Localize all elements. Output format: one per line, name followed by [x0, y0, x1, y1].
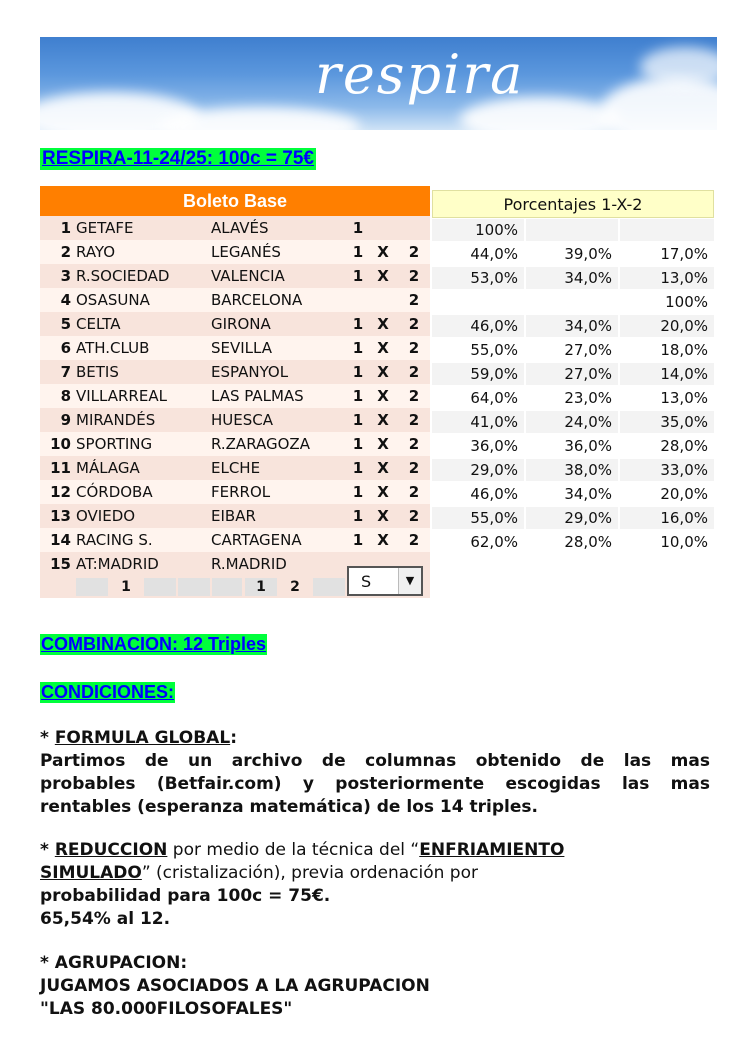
pct-2: 28,0%	[620, 435, 714, 457]
agrupacion-line-1: * AGRUPACION:	[40, 953, 188, 973]
pleno-select[interactable]	[347, 566, 423, 596]
sign-1[interactable]: 1	[352, 531, 364, 549]
pct-1: 53,0%	[432, 267, 524, 289]
pct-2: 14,0%	[620, 363, 714, 385]
sign-1[interactable]: 1	[352, 363, 364, 381]
pct-x: 24,0%	[526, 411, 618, 433]
porcentajes-header: Porcentajes 1-X-2	[432, 190, 714, 218]
sign-x[interactable]: X	[377, 339, 389, 357]
sign-1[interactable]: 1	[352, 483, 364, 501]
sign-1[interactable]: 1	[352, 243, 364, 261]
away-team: LEGANÉS	[211, 243, 281, 261]
sign-2[interactable]: 2	[408, 387, 420, 405]
sign-2[interactable]: 2	[408, 531, 420, 549]
match-number: 5	[60, 315, 71, 333]
sign-1[interactable]: 1	[352, 219, 364, 237]
porcentaje-row	[432, 434, 714, 458]
pct-x: 34,0%	[526, 315, 618, 337]
sign-x[interactable]: X	[377, 387, 389, 405]
home-team: BETIS	[76, 363, 119, 381]
away-team: LAS PALMAS	[211, 387, 304, 405]
pct-1: 100%	[432, 219, 524, 241]
pct-1	[432, 291, 524, 313]
pct-2: 13,0%	[620, 387, 714, 409]
match-number: 4	[60, 291, 71, 309]
sign-1[interactable]: 1	[352, 459, 364, 477]
match-number: 11	[50, 459, 71, 477]
sign-2[interactable]: 2	[408, 363, 420, 381]
condiciones-heading: CONDICIONES:	[41, 682, 175, 702]
reduccion-text: por medio de la técnica del “	[167, 840, 420, 860]
pct-2: 18,0%	[620, 339, 714, 361]
sign-1[interactable]: 1	[352, 339, 364, 357]
boleto-row	[40, 384, 430, 408]
boleto-row	[40, 456, 430, 480]
sign-2[interactable]: 2	[408, 435, 420, 453]
boleto-row	[40, 240, 430, 264]
match-number: 9	[60, 411, 71, 429]
boleto-row	[40, 288, 430, 312]
porcentaje-row	[432, 362, 714, 386]
boleto-row	[40, 216, 430, 240]
sign-2[interactable]: 2	[408, 483, 420, 501]
home-team: AT:MADRID	[76, 555, 159, 573]
away-team: EIBAR	[211, 507, 256, 525]
reduccion-label: REDUCCION	[54, 840, 168, 860]
agrupacion-line-3: "LAS 80.000FILOSOFALES"	[40, 999, 293, 1019]
home-team: RAYO	[76, 243, 116, 261]
formula-line: Partimos de un archivo de columnas obtenido de las mas	[40, 751, 710, 771]
porcentajes-table	[432, 190, 714, 554]
chevron-down-icon[interactable]: ▼	[398, 568, 421, 594]
home-team: ATH.CLUB	[76, 339, 150, 357]
sign-2[interactable]: 2	[408, 291, 420, 309]
sign-1[interactable]: 1	[352, 387, 364, 405]
formula-line: rentables (esperanza matemática) de los 14 triples.	[40, 797, 538, 817]
pct-x: 23,0%	[526, 387, 618, 409]
sign-x[interactable]: X	[377, 459, 389, 477]
away-team: ESPANYOL	[211, 363, 289, 381]
agrupacion-line-2: JUGAMOS ASOCIADOS A LA AGRUPACION	[40, 976, 430, 996]
match-number: 1	[60, 219, 71, 237]
formula-line: probables (Betfair.com) y posteriormente escogidas las mas	[40, 774, 710, 794]
pct-2: 10,0%	[620, 531, 714, 553]
home-team: GETAFE	[76, 219, 134, 237]
reduccion-line-3: probabilidad para 100c = 75€.	[40, 886, 331, 906]
sign-1[interactable]: 1	[352, 507, 364, 525]
reduccion-text-2: ” (cristalización), previa ordenación por	[141, 863, 478, 883]
home-team: CELTA	[76, 315, 121, 333]
sign-x[interactable]: X	[377, 483, 389, 501]
pleno-home-1[interactable]: 1	[121, 579, 131, 595]
away-team: BARCELONA	[211, 291, 303, 309]
pleno-away-2[interactable]: 2	[290, 579, 300, 595]
enfriamiento-label: ENFRIAMIENTO	[419, 840, 565, 860]
pleno-away-1[interactable]: 1	[256, 579, 266, 595]
pct-1: 36,0%	[432, 435, 524, 457]
sign-2[interactable]: 2	[408, 507, 420, 525]
sign-2[interactable]: 2	[408, 339, 420, 357]
sign-x[interactable]: X	[377, 243, 389, 261]
sign-x[interactable]: X	[377, 315, 389, 333]
sign-2[interactable]: 2	[408, 243, 420, 261]
match-number: 2	[60, 243, 71, 261]
match-number: 10	[50, 435, 71, 453]
porcentaje-row	[432, 242, 714, 266]
away-team: ELCHE	[211, 459, 261, 477]
pct-x: 38,0%	[526, 459, 618, 481]
pct-2: 17,0%	[620, 243, 714, 265]
pleno-select-value: S	[361, 572, 372, 591]
away-team: R.ZARAGOZA	[211, 435, 310, 453]
porcentaje-row	[432, 458, 714, 482]
porcentaje-row	[432, 410, 714, 434]
pct-x: 27,0%	[526, 339, 618, 361]
home-team: SPORTING	[76, 435, 153, 453]
match-number: 6	[60, 339, 71, 357]
reduccion-section	[40, 839, 710, 931]
boleto-row	[40, 504, 430, 528]
sign-2[interactable]: 2	[408, 315, 420, 333]
match-number: 3	[60, 267, 71, 285]
match-number: 7	[60, 363, 71, 381]
pct-1: 41,0%	[432, 411, 524, 433]
away-team: R.MADRID	[211, 555, 287, 573]
pct-x: 27,0%	[526, 363, 618, 385]
pct-2: 35,0%	[620, 411, 714, 433]
respira-logo: respira	[315, 43, 525, 106]
away-team: SEVILLA	[211, 339, 273, 357]
sign-1[interactable]: 1	[352, 267, 364, 285]
formula-bullet: *	[40, 728, 55, 748]
porcentaje-row	[432, 290, 714, 314]
formula-global-section	[40, 727, 710, 819]
boleto-header: Boleto Base	[40, 186, 430, 216]
combinacion-heading: COMBINACION: 12 Triples	[41, 634, 267, 654]
sign-2[interactable]: 2	[408, 411, 420, 429]
sign-x[interactable]: X	[377, 363, 389, 381]
pct-x: 36,0%	[526, 435, 618, 457]
home-team: MIRANDÉS	[76, 411, 156, 429]
pct-2: 33,0%	[620, 459, 714, 481]
away-team: FERROL	[211, 483, 271, 501]
pct-2: 20,0%	[620, 315, 714, 337]
pct-x: 28,0%	[526, 531, 618, 553]
boleto-row	[40, 480, 430, 504]
away-team: VALENCIA	[211, 267, 285, 285]
sign-1[interactable]: 1	[352, 315, 364, 333]
pct-x: 29,0%	[526, 507, 618, 529]
respira-banner	[40, 37, 717, 130]
pct-x: 34,0%	[526, 267, 618, 289]
pct-2: 16,0%	[620, 507, 714, 529]
pct-1: 55,0%	[432, 339, 524, 361]
boleto-row	[40, 408, 430, 432]
pct-x	[526, 291, 618, 313]
away-team: GIRONA	[211, 315, 271, 333]
boleto-row	[40, 528, 430, 552]
sign-x[interactable]: X	[377, 507, 389, 525]
pct-2	[620, 219, 714, 241]
reduccion-line-4: 65,54% al 12.	[40, 909, 171, 929]
sign-x[interactable]: X	[377, 267, 389, 285]
pct-1: 59,0%	[432, 363, 524, 385]
home-team: OSASUNA	[76, 291, 150, 309]
match-number: 12	[50, 483, 71, 501]
pct-2: 13,0%	[620, 267, 714, 289]
home-team: MÁLAGA	[76, 459, 140, 477]
home-team: R.SOCIEDAD	[76, 267, 170, 285]
pct-1: 46,0%	[432, 315, 524, 337]
pct-x: 39,0%	[526, 243, 618, 265]
reduccion-bullet: *	[40, 840, 55, 860]
porcentaje-row	[432, 506, 714, 530]
pct-2: 20,0%	[620, 483, 714, 505]
simulado-label: SIMULADO	[40, 863, 142, 883]
match-number: 14	[50, 531, 71, 549]
boleto-row	[40, 360, 430, 384]
porcentaje-row	[432, 386, 714, 410]
away-team: CARTAGENA	[211, 531, 302, 549]
home-team: RACING S.	[76, 531, 153, 549]
home-team: CÓRDOBA	[76, 483, 153, 501]
boleto-row	[40, 264, 430, 288]
boleto-row	[40, 312, 430, 336]
home-team: OVIEDO	[76, 507, 136, 525]
porcentaje-row	[432, 266, 714, 290]
match-number: 8	[60, 387, 71, 405]
pct-1: 64,0%	[432, 387, 524, 409]
porcentaje-row	[432, 314, 714, 338]
boleto-row	[40, 432, 430, 456]
sign-x[interactable]: X	[377, 435, 389, 453]
formula-label: FORMULA GLOBAL	[54, 728, 231, 748]
sign-2[interactable]: 2	[408, 459, 420, 477]
pct-1: 29,0%	[432, 459, 524, 481]
formula-colon: :	[230, 728, 237, 748]
pct-2: 100%	[620, 291, 714, 313]
porcentaje-row	[432, 482, 714, 506]
pct-1: 44,0%	[432, 243, 524, 265]
boleto-row	[40, 336, 430, 360]
home-team: VILLARREAL	[76, 387, 167, 405]
pct-x	[526, 219, 618, 241]
away-team: HUESCA	[211, 411, 273, 429]
sign-1[interactable]: 1	[352, 411, 364, 429]
page-title: RESPIRA-11-24/25: 100c = 75€	[42, 148, 314, 169]
sign-x[interactable]: X	[377, 531, 389, 549]
pct-1: 55,0%	[432, 507, 524, 529]
porcentaje-row	[432, 338, 714, 362]
pct-1: 62,0%	[432, 531, 524, 553]
match-number: 13	[50, 507, 71, 525]
pct-1: 46,0%	[432, 483, 524, 505]
pct-x: 34,0%	[526, 483, 618, 505]
sign-1[interactable]: 1	[352, 435, 364, 453]
away-team: ALAVÉS	[211, 219, 269, 237]
boleto-base-table	[40, 186, 430, 598]
match-number: 15	[50, 555, 71, 573]
porcentaje-row	[432, 530, 714, 554]
porcentaje-row	[432, 218, 714, 242]
sign-2[interactable]: 2	[408, 267, 420, 285]
agrupacion-section	[40, 952, 710, 1021]
sign-x[interactable]: X	[377, 411, 389, 429]
